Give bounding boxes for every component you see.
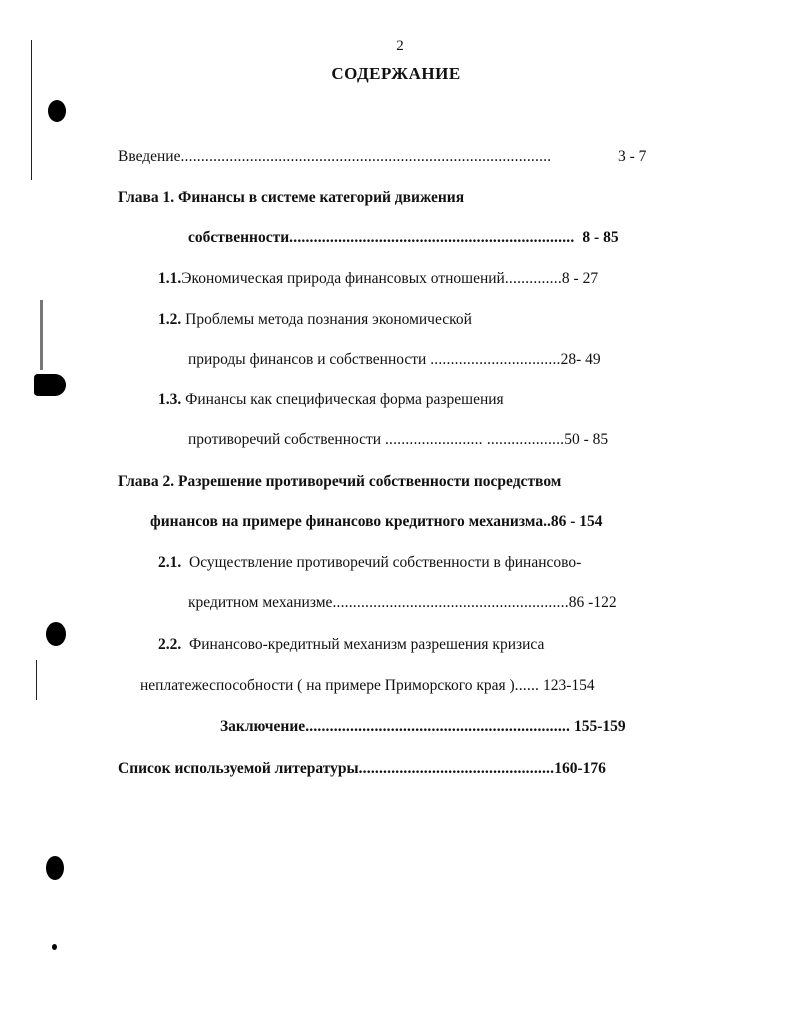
toc-section-number: 1.3. — [158, 391, 182, 408]
toc-chapter-1[interactable]: Глава 1. Финансы в системе категорий движения — [118, 189, 465, 206]
toc-section-2-2-cont[interactable] — [140, 677, 595, 695]
toc-pages: 8 - 27 — [561, 270, 599, 287]
toc-label: Заключение — [220, 718, 306, 735]
toc-label: природы финансов и собственности — [188, 351, 427, 368]
toc-pages: 160-176 — [554, 760, 606, 777]
toc-section-1-2[interactable] — [158, 311, 472, 329]
toc-label: финансов на примере финансово кредитного механизма.. — [150, 513, 551, 530]
toc-section-number: 1.1. — [158, 270, 182, 287]
page-title: СОДЕРЖАНИЕ — [331, 64, 461, 83]
toc-leader-dots: ................................................ — [358, 760, 555, 777]
punch-hole-bottom — [46, 856, 64, 880]
toc-leader-dots: .............. — [504, 270, 562, 287]
toc-label: Осуществление противоречий собственности в финансово- — [189, 554, 582, 571]
toc-label: противоречий собственности — [188, 431, 382, 448]
toc-label: кредитном механизме — [188, 594, 333, 611]
toc-section-1-3[interactable] — [158, 391, 504, 409]
toc-leader-dots: ................................ — [430, 351, 561, 368]
toc-label: Проблемы метода познания экономической — [185, 311, 472, 328]
toc-section-number: 1.2. — [158, 311, 182, 328]
toc-pages: 155-159 — [573, 718, 626, 735]
toc-section-1-1[interactable] — [158, 270, 598, 288]
scan-margin-smudge — [40, 300, 43, 370]
toc-section-2-2[interactable] — [158, 636, 544, 654]
toc-chapter-1-cont[interactable] — [188, 229, 619, 247]
toc-leader-dots: ................................................................. — [305, 718, 571, 735]
toc-label: Введение — [118, 148, 181, 165]
toc-leader-dots: ...................................................................... — [289, 229, 575, 246]
toc-section-number: 2.2. — [158, 636, 182, 653]
toc-label: Финансы как специфическая форма разрешения — [185, 391, 504, 408]
punch-hole-top — [48, 100, 66, 122]
toc-pages: 50 - 85 — [564, 431, 609, 448]
toc-label: собственности — [188, 229, 290, 246]
binder-clip-mark — [34, 374, 66, 396]
scan-margin-line — [36, 660, 37, 700]
toc-conclusion[interactable] — [220, 718, 626, 736]
toc-label: Список используемой литературы — [118, 760, 359, 777]
scan-margin-line — [31, 40, 32, 180]
toc-chapter-2[interactable]: Глава 2. Разрешение противоречий собственности посредством — [118, 473, 562, 490]
toc-section-1-3-cont[interactable] — [188, 431, 608, 449]
toc-leader-dots: ........................................................................................... — [180, 148, 552, 165]
toc-pages: 28- 49 — [560, 351, 601, 368]
toc-leader-dots: .......................................................... — [332, 594, 569, 611]
toc-chapter-2-cont[interactable] — [150, 513, 603, 531]
toc-bibliography[interactable] — [118, 760, 606, 778]
toc-leader-dots: ...... — [514, 677, 540, 694]
toc-leader-dots: ........................ ................... — [384, 431, 565, 448]
scan-dot — [52, 944, 57, 950]
toc-entry-intro[interactable] — [118, 148, 551, 166]
toc-section-number: 2.1. — [158, 554, 182, 571]
toc-label: Экономическая природа финансовых отношений — [181, 270, 505, 287]
page-number: 2 — [396, 38, 404, 54]
toc-pages: 8 - 85 — [582, 229, 619, 246]
toc-pages: 3 - 7 — [618, 148, 647, 165]
toc-pages: 123-154 — [542, 677, 595, 694]
toc-section-2-1-cont[interactable] — [188, 594, 617, 612]
toc-section-2-1[interactable] — [158, 554, 581, 572]
toc-section-1-2-cont[interactable] — [188, 351, 601, 369]
toc-pages: 86 - 154 — [550, 513, 603, 530]
toc-label: неплатежеспособности ( на примере Приморского края ) — [140, 677, 515, 694]
toc-pages: 86 -122 — [568, 594, 617, 611]
punch-hole-middle — [46, 622, 66, 646]
toc-label: Финансово-кредитный механизм разрешения кризиса — [189, 636, 545, 653]
